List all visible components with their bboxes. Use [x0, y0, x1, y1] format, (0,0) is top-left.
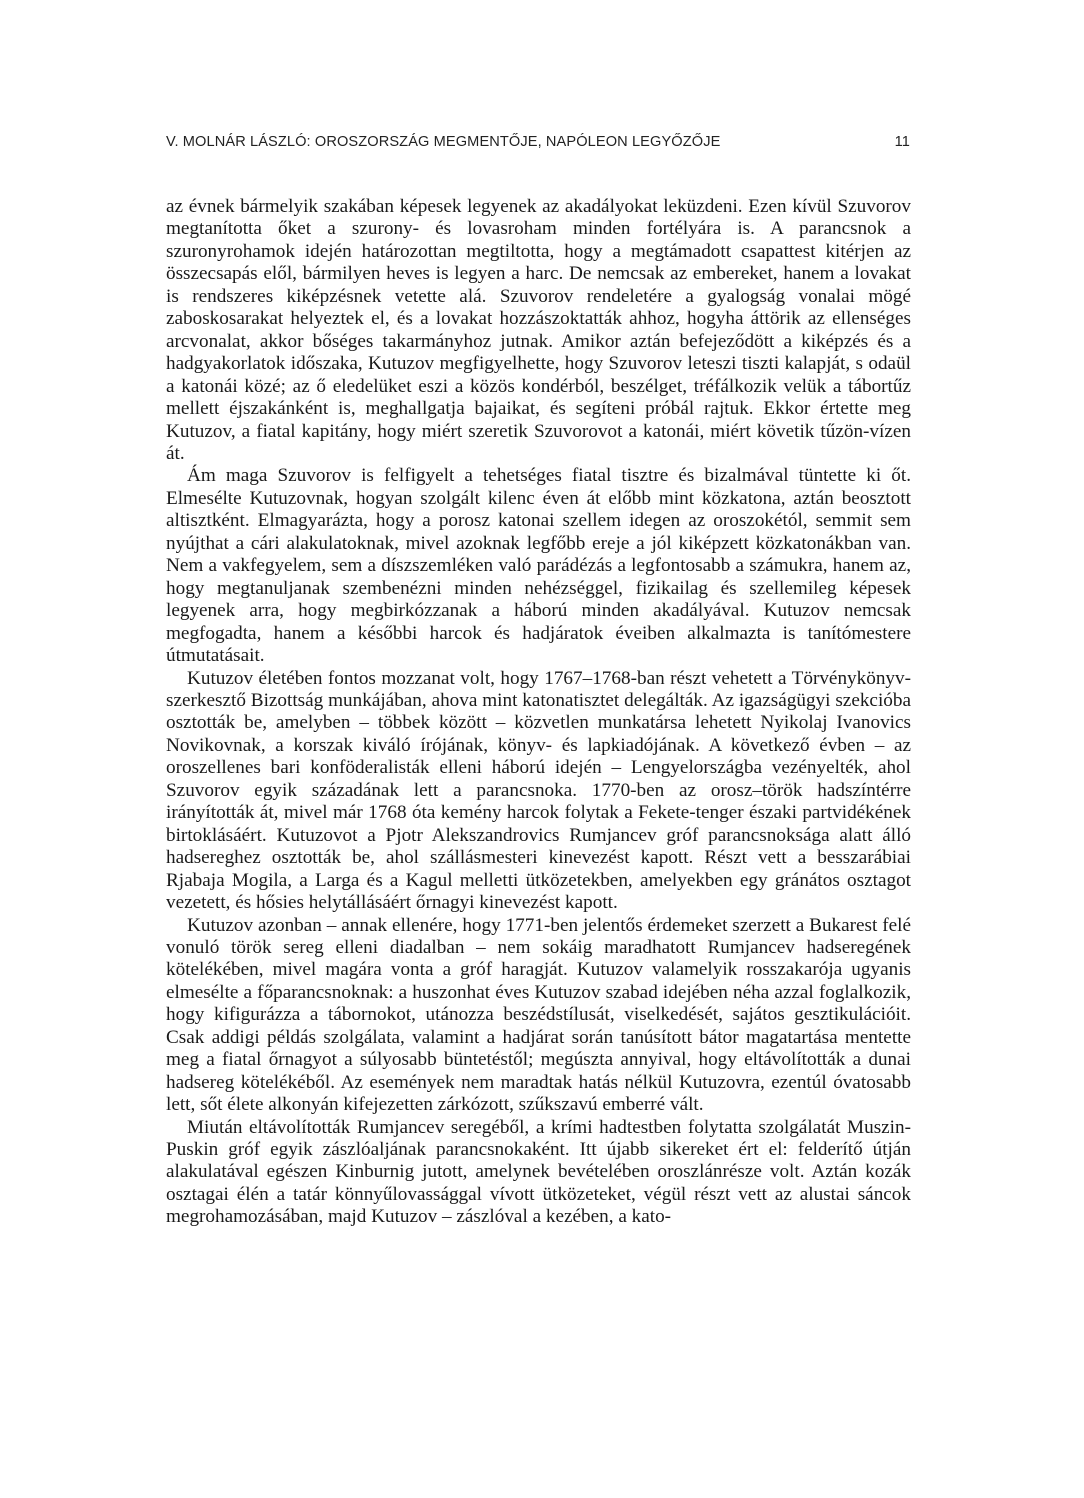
paragraph: Kutuzov azonban – annak ellenére, hogy 1771-ben jelentős érdemeket szerzett a Bukarest felé vonuló török sereg elleni diadalban – nem sokáig maradhatott Rumjancev hadseregének kötelékében, mivel magára vonta a gróf haragját. Kutuzov valamelyik rosszakarója ugyanis elmesélte a főparancsnoknak: a huszonhat éves Kutuzov szabad idejében néha azzal foglalkozik, hogy kifigurázza a tábornokot, utánozza beszédstílusát, viselkedését, sajátos gesztikulációit. Csak addigi példás szolgálata, valamint a hadjárat során tanúsított bátor magatartása mentette meg a fiatal őrnagyot a súlyosabb büntetéstől; megúszta annyival, hogy eltávolították a dunai hadsereg kötelékéből. Az események nem maradtak hatás nélkül Kutuzovra, ezentúl óvatosabb lett, sőt élete alkonyán kifejezetten zárkózott, szűkszavú emberré vált. — [166, 914, 911, 1116]
paragraph: Miután eltávolították Rumjancev seregéből, a krími hadtestben folytatta szolgálatát Muszin-Puskin gróf egyik zászlóaljának parancsnokaként. Itt újabb sikereket ért el: felderítő útján alakulatával egészen Kinburnig jutott, amelynek bevételében oroszlánrésze volt. Aztán kozák osztagai élén a tatár könnyűlovassággal vívott ütközeteket, végül részt vett az alustai sáncok megrohamozásában, majd Kutuzov – zászlóval a kezében, a kato- — [166, 1116, 911, 1228]
running-head — [166, 134, 910, 156]
paragraph: Kutuzov életében fontos mozzanat volt, hogy 1767–1768-ban részt vehetett a Törvénykönyv-szerkesztő Bizottság munkájában, ahova mint katonatisztet delegálták. Az igazságügyi szekcióba osztották be, amelyben – többek között – közvetlen munkatársa lehetett Nyikolaj Ivanovics Novikovnak, a korszak kiváló írójának, könyv- és lapkiadójának. A következő évben – az oroszellenes bari konföderalisták elleni háború idején – Lengyelországba vezényelték, ahol Szuvorov egyik századának lett a parancsnoka. 1770-ben az orosz–török hadszíntérre irányították át, mivel már 1768 óta kemény harcok folytak a Fekete-tenger északi partvidékének birtoklásáért. Kutuzovot a Pjotr Alekszandrovics Rumjancev gróf parancsnoksága alatt álló hadsereghez osztották be, ahol szállásmesteri kinevezést kapott. Részt vett a besszarábiai Rjabaja Mogila, a Larga és a Kagul melletti ütközetekben, amelyekben egy gránátos osztagot vezetett, és hősies helytállásáért őrnagyi kinevezést kapott. — [166, 667, 911, 914]
page-number: 11 — [894, 134, 910, 150]
paragraph: Ám maga Szuvorov is felfigyelt a tehetséges fiatal tisztre és bizalmával tüntette ki őt. Elmesélte Kutuzovnak, hogyan szolgált kilenc éven át előbb mint közkatona, aztán beosztott altisztként. Elmagyarázta, hogy a porosz katonai szellem idegen az oroszokétól, semmit sem nyújthat a cári alakulatoknak, mivel azoknak legfőbb ereje a jól kiképzett közkatonákban van. Nem a vakfegyelem, sem a díszszemléken való parádézás a legfontosabb a számukra, hanem az, hogy megtanuljanak szembenézni minden nehézséggel, fizikailag és szellemileg képesek legyenek arra, hogy megbirkózzanak a háború minden akadályával. Kutuzov nemcsak megfogadta, hanem a későbbi harcok és hadjáratok éveiben alkalmazta is tanítómestere útmutatásait. — [166, 465, 911, 667]
running-title: V. MOLNÁR LÁSZLÓ: OROSZORSZÁG MEGMENTŐJE, NAPÓLEON LEGYŐZŐJE — [166, 134, 721, 150]
body-text — [166, 196, 911, 1229]
paragraph: az évnek bármelyik szakában képesek legyenek az akadályokat leküzdeni. Ezen kívül Szuvorov megtanította őket a szurony- és lovasroham minden fortélyára is. A parancsnok a szuronyrohamok idején határozottan megtiltotta, hogy a megtámadott csapattest kitérjen az összecsapás elől, bármilyen heves is legyen a harc. De nemcsak az embereket, hanem a lovakat is rendszeres kiképzésnek vetette alá. Szuvorov rendeletére a gyalogság vonalai mögé zaboskosarakat helyeztek el, és a lovakat hozzászoktatták ahhoz, hogyha áttörik az ellenséges arcvonalat, akkor bőséges takarmányhoz jutnak. Amikor aztán befejeződött a kiképzés és a hadgyakorlatok időszaka, Kutuzov megfigyelhette, hogy Szuvorov leteszi tiszti kalapját, s odaül a katonái közé; az ő eledelüket eszi a közös kondérból, beszélget, tréfálkozik velük a tábortűz mellett éjszakánként is, meghallgatja bajaikat, és segíteni próbál rajtuk. Ekkor értette meg Kutuzov, a fiatal kapitány, hogy miért szeretik Szuvorovot a katonái, miért követik tűzön-vízen át. — [166, 196, 911, 464]
